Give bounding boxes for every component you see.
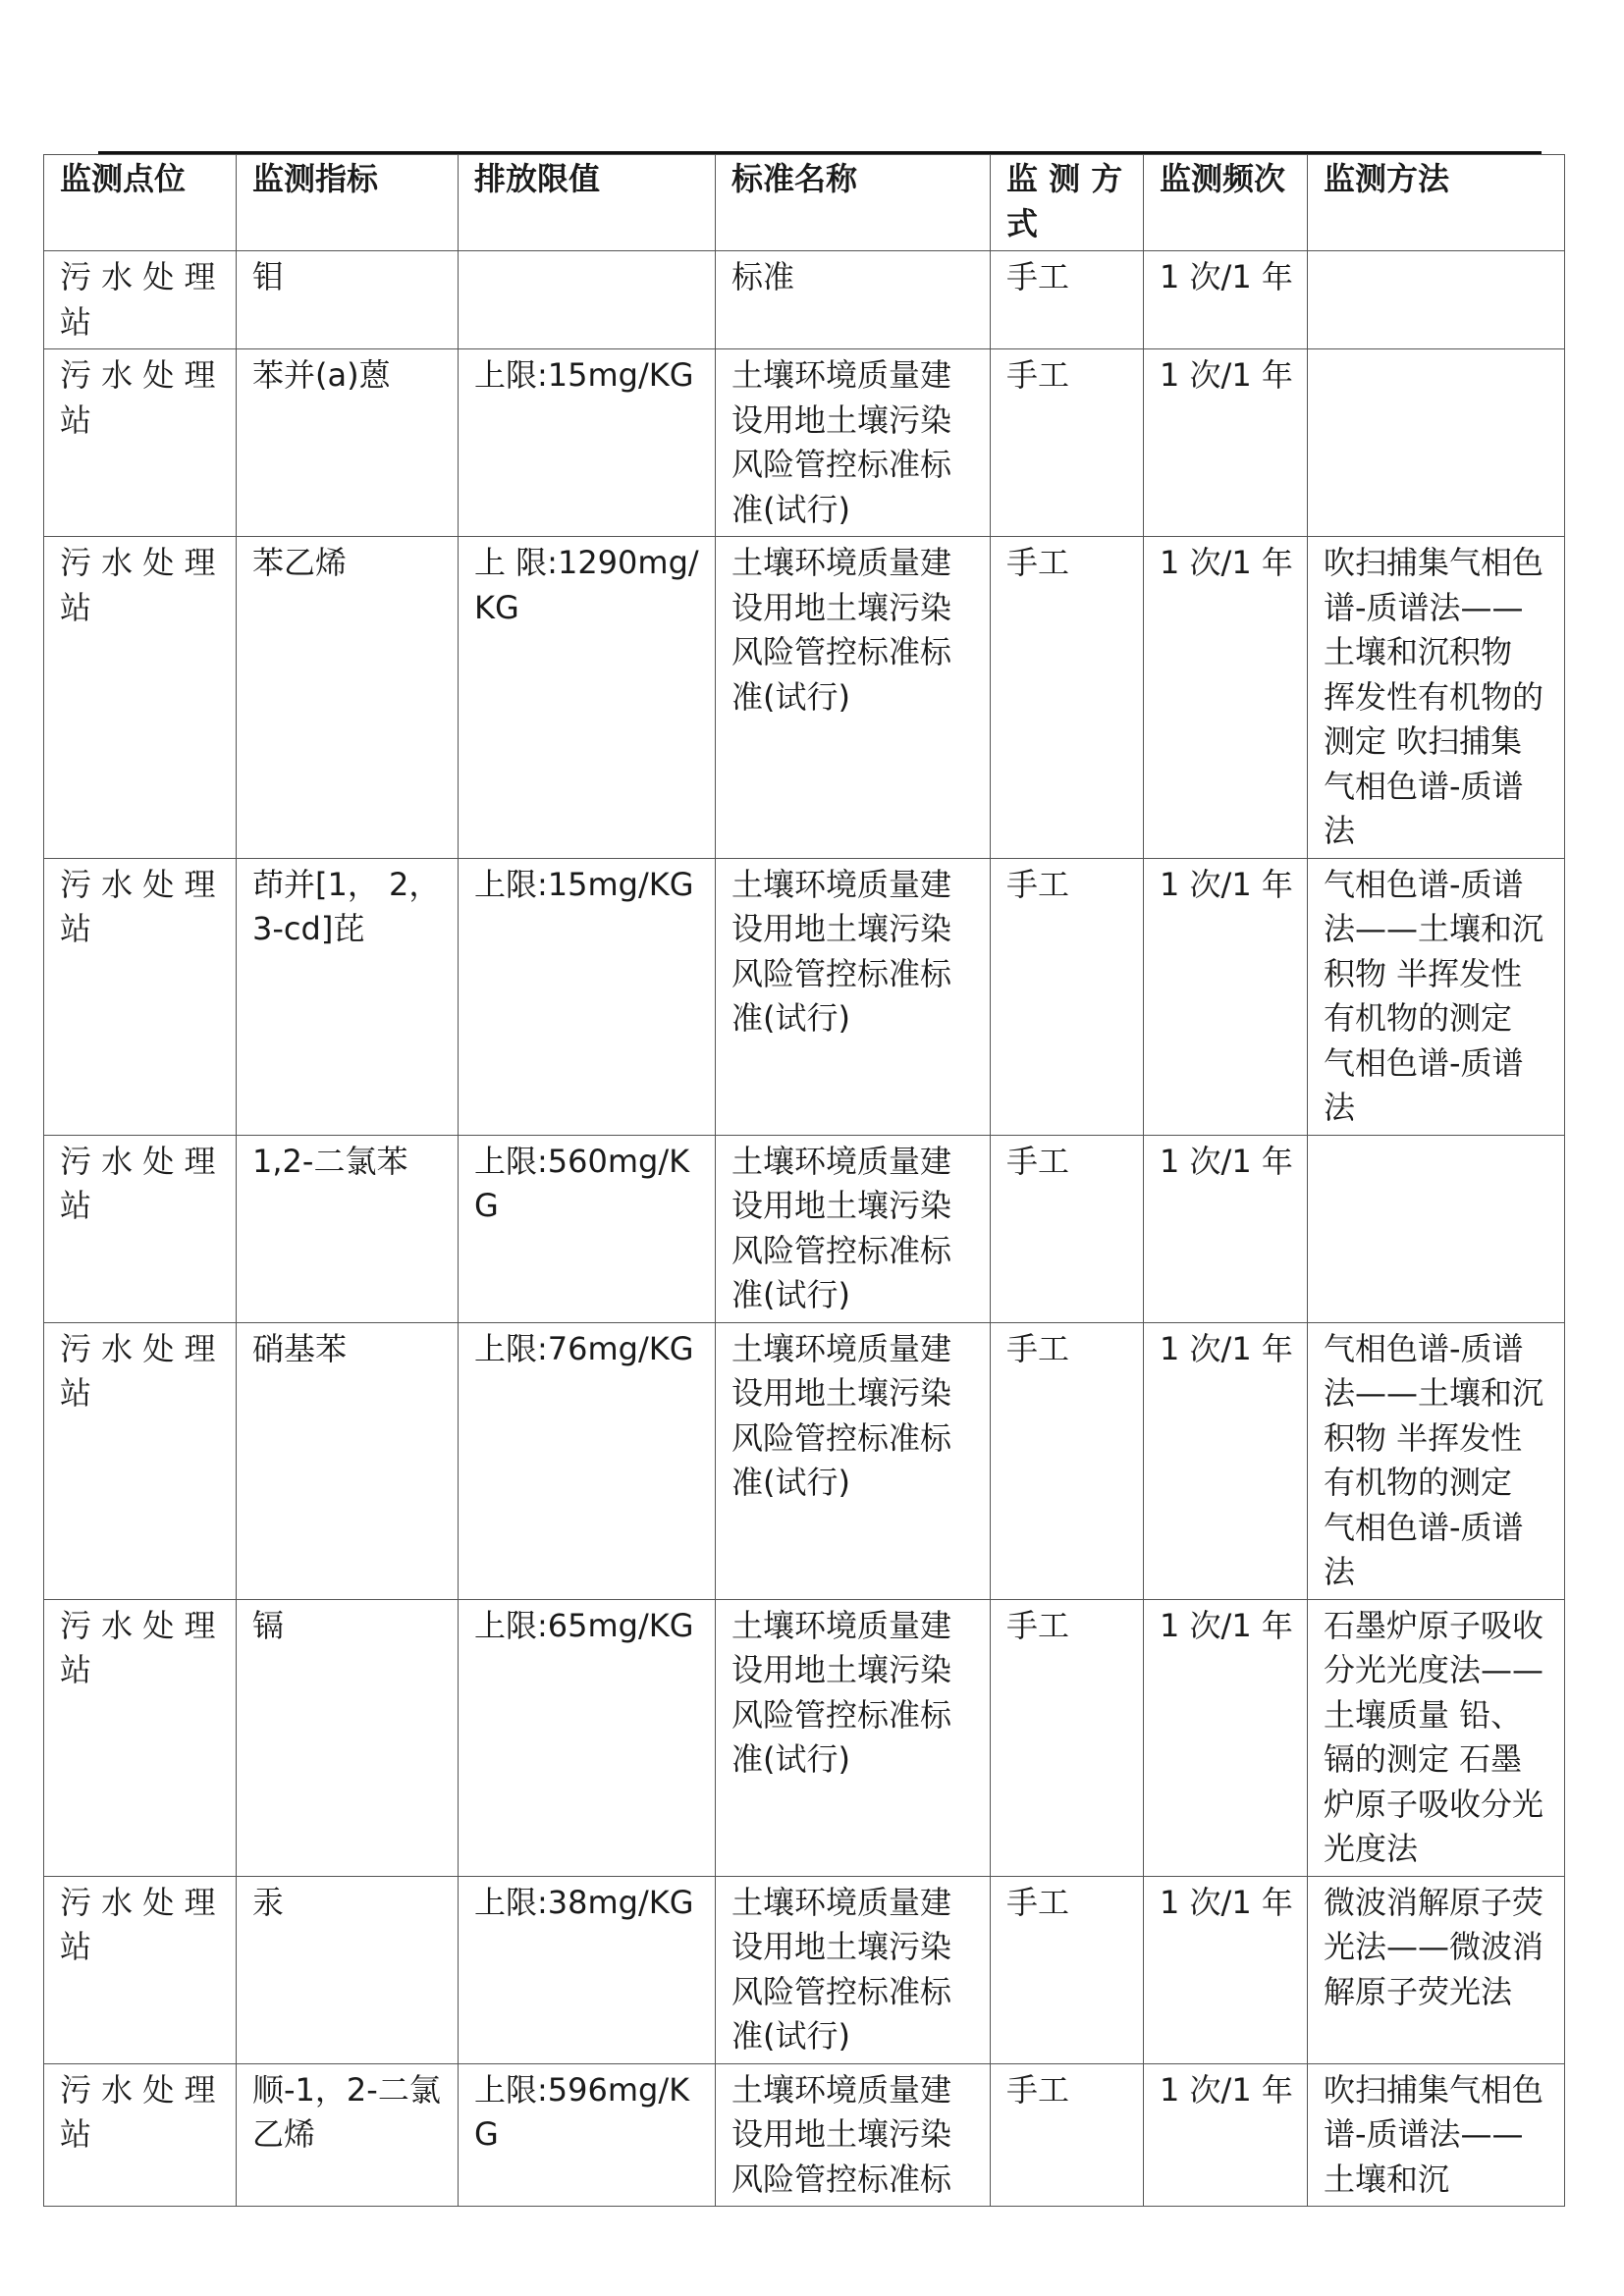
cell-point: 污 水 处 理站 — [44, 858, 237, 1135]
cell-method — [1308, 1135, 1565, 1322]
table-row — [44, 537, 1565, 859]
cell-standard: 土壤环境质量建设用地土壤污染风险管控标准标准(试行) — [716, 537, 991, 859]
cell-indicator: 苯并(a)蒽 — [237, 349, 459, 537]
table-row — [44, 1322, 1565, 1599]
cell-point: 污 水 处 理站 — [44, 537, 237, 859]
cell-point: 污 水 处 理站 — [44, 2063, 237, 2207]
cell-mode: 手工 — [991, 349, 1144, 537]
cell-point: 污 水 处 理站 — [44, 1135, 237, 1322]
cell-standard: 土壤环境质量建设用地土壤污染风险管控标准标准(试行) — [716, 1322, 991, 1599]
header-monitoring-frequency: 监测频次 — [1144, 155, 1308, 251]
cell-limit: 上限:15mg/KG — [459, 349, 716, 537]
table-row — [44, 251, 1565, 349]
cell-standard: 土壤环境质量建设用地土壤污染风险管控标准标准(试行) — [716, 858, 991, 1135]
header-monitoring-mode: 监 测 方式 — [991, 155, 1144, 251]
cell-method: 吹扫捕集气相色谱-质谱法——土壤和沉积物 挥发性有机物的测定 吹扫捕集气相色谱-质谱法 — [1308, 537, 1565, 859]
cell-point: 污 水 处 理站 — [44, 251, 237, 349]
cell-mode: 手工 — [991, 1322, 1144, 1599]
cell-point: 污 水 处 理站 — [44, 1876, 237, 2063]
cell-standard: 土壤环境质量建设用地土壤污染风险管控标准标准(试行) — [716, 1599, 991, 1876]
table-row — [44, 1599, 1565, 1876]
cell-frequency: 1 次/1 年 — [1144, 1322, 1308, 1599]
cell-frequency: 1 次/1 年 — [1144, 2063, 1308, 2207]
cell-standard: 标准 — [716, 251, 991, 349]
header-monitoring-point: 监测点位 — [44, 155, 237, 251]
cell-limit: 上限:596mg/KG — [459, 2063, 716, 2207]
cell-indicator: 顺-1，2-二氯乙烯 — [237, 2063, 459, 2207]
cell-limit: 上限:560mg/KG — [459, 1135, 716, 1322]
cell-frequency: 1 次/1 年 — [1144, 1599, 1308, 1876]
cell-method — [1308, 251, 1565, 349]
cell-limit: 上限:15mg/KG — [459, 858, 716, 1135]
cell-point: 污 水 处 理站 — [44, 1322, 237, 1599]
cell-indicator: 苯乙烯 — [237, 537, 459, 859]
table-row — [44, 858, 1565, 1135]
cell-frequency: 1 次/1 年 — [1144, 858, 1308, 1135]
cell-standard: 土壤环境质量建设用地土壤污染风险管控标准标 — [716, 2063, 991, 2207]
monitoring-table — [43, 154, 1565, 2207]
header-emission-limit: 排放限值 — [459, 155, 716, 251]
cell-standard: 土壤环境质量建设用地土壤污染风险管控标准标准(试行) — [716, 349, 991, 537]
cell-method: 微波消解原子荧光法——微波消解原子荧光法 — [1308, 1876, 1565, 2063]
cell-point: 污 水 处 理站 — [44, 1599, 237, 1876]
header-monitoring-indicator: 监测指标 — [237, 155, 459, 251]
cell-indicator: 1,2-二氯苯 — [237, 1135, 459, 1322]
cell-limit: 上 限:1290mg/KG — [459, 537, 716, 859]
cell-mode: 手工 — [991, 1876, 1144, 2063]
cell-frequency: 1 次/1 年 — [1144, 349, 1308, 537]
cell-mode: 手工 — [991, 858, 1144, 1135]
table-row — [44, 2063, 1565, 2207]
header-standard-name: 标准名称 — [716, 155, 991, 251]
cell-point: 污 水 处 理站 — [44, 349, 237, 537]
cell-method: 吹扫捕集气相色谱-质谱法——土壤和沉 — [1308, 2063, 1565, 2207]
cell-method: 石墨炉原子吸收分光光度法——土壤质量 铅、镉的测定 石墨炉原子吸收分光光度法 — [1308, 1599, 1565, 1876]
cell-indicator: 镉 — [237, 1599, 459, 1876]
cell-limit — [459, 251, 716, 349]
cell-frequency: 1 次/1 年 — [1144, 1135, 1308, 1322]
cell-method: 气相色谱-质谱法——土壤和沉积物 半挥发性有机物的测定 气相色谱-质谱法 — [1308, 858, 1565, 1135]
cell-mode: 手工 — [991, 1135, 1144, 1322]
table-row — [44, 349, 1565, 537]
cell-mode: 手工 — [991, 1599, 1144, 1876]
table-row — [44, 1135, 1565, 1322]
cell-method — [1308, 349, 1565, 537]
cell-frequency: 1 次/1 年 — [1144, 251, 1308, 349]
cell-indicator: 硝基苯 — [237, 1322, 459, 1599]
cell-frequency: 1 次/1 年 — [1144, 1876, 1308, 2063]
header-monitoring-method: 监测方法 — [1308, 155, 1565, 251]
cell-indicator: 汞 — [237, 1876, 459, 2063]
cell-limit: 上限:76mg/KG — [459, 1322, 716, 1599]
cell-standard: 土壤环境质量建设用地土壤污染风险管控标准标准(试行) — [716, 1135, 991, 1322]
cell-limit: 上限:38mg/KG — [459, 1876, 716, 2063]
cell-indicator: 茚并[1， 2，3-cd]芘 — [237, 858, 459, 1135]
cell-limit: 上限:65mg/KG — [459, 1599, 716, 1876]
table-row — [44, 1876, 1565, 2063]
cell-frequency: 1 次/1 年 — [1144, 537, 1308, 859]
cell-method: 气相色谱-质谱法——土壤和沉积物 半挥发性有机物的测定 气相色谱-质谱法 — [1308, 1322, 1565, 1599]
cell-mode: 手工 — [991, 2063, 1144, 2207]
cell-mode: 手工 — [991, 251, 1144, 349]
cell-standard: 土壤环境质量建设用地土壤污染风险管控标准标准(试行) — [716, 1876, 991, 2063]
cell-indicator: 钼 — [237, 251, 459, 349]
table-header-row — [44, 155, 1565, 251]
cell-mode: 手工 — [991, 537, 1144, 859]
